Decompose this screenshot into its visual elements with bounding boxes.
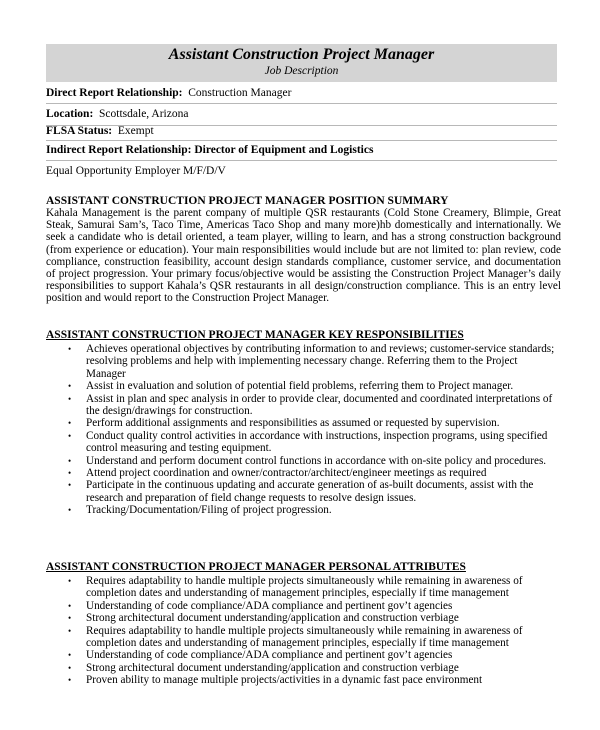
list-item: • Conduct quality control activities in accordance with instructions, inspection programs, using specified control measuring and testing equipment.	[68, 429, 548, 455]
list-item: • Proven ability to manage multiple projects/activities in a dynamic fast pace environment	[68, 674, 483, 687]
list-item: • Perform additional assignments and responsibilities as assumed or requested by supervision.	[68, 417, 500, 430]
bullet-icon: •	[68, 613, 72, 624]
page-subtitle: Job Description	[264, 65, 339, 77]
list-item: • Understanding of code compliance/ADA compliance and pertinent gov’t agencies	[68, 599, 453, 612]
bullet-icon: •	[68, 480, 72, 491]
field-value: Director of Equipment and Logistics	[194, 144, 374, 156]
bullet-icon: •	[68, 675, 72, 686]
bullet-icon: •	[68, 430, 72, 441]
divider	[46, 160, 557, 161]
bullet-icon: •	[68, 393, 72, 404]
list-item: • Requires adaptability to handle multiple projects simultaneously while remaining in awareness of completion dates and understanding of management principles, especially if time management	[68, 624, 523, 650]
list-item: • Understanding of code compliance/ADA compliance and pertinent gov’t agencies	[68, 649, 453, 662]
list-item: • Understand and perform document control functions in accordance with on-site policy and procedures.	[68, 454, 547, 467]
header-banner	[46, 44, 557, 82]
field-label: Location:	[46, 108, 94, 120]
list-item: • Requires adaptability to handle multiple projects simultaneously while remaining in awareness of completion dates and understanding of management principles, especially if time management	[68, 575, 523, 600]
field-value: Construction Manager	[188, 87, 292, 99]
bullet-icon: •	[68, 600, 72, 611]
list-item: • Achieves operational objectives by contributing information to and reviews; customer-service standards; resolving problems and help with implementing necessary change. Referring them to the Project Manager	[68, 343, 555, 380]
field-label: FLSA Status:	[46, 125, 113, 137]
summary-paragraph: Kahala Management is the parent company of multiple QSR restaurants (Cold Stone Creamery, Blimpie, Great Steak, Samurai Sam’s, Taco Time, Americas Taco Shop and many more)hb domestically and internationally. We seek a candidate who is detail oriented, a team player, willing to learn, and has a strong construction background (from experience or education). Your main responsibilities would include but are not limited to: plan review, code compliance, construction feasibility, account design standards compliance, customer service, and documentation of project progression. Your primary focus/objective would be assisting the Construction Project Manager’s daily responsibilities to support Kahala’s QSR restaurants in all design/construction compliance. This is an entry level position and would report to the Construction Project Manager.	[46, 207, 561, 305]
bullet-icon: •	[68, 344, 72, 354]
summary-heading: ASSISTANT CONSTRUCTION PROJECT MANAGER POSITION SUMMARY	[46, 195, 449, 207]
field-label: Indirect Report Relationship:	[46, 144, 192, 156]
field-direct-report	[46, 83, 557, 103]
field-value: Scottsdale, Arizona	[99, 108, 189, 120]
bullet-icon: •	[68, 381, 72, 392]
bullet-icon: •	[68, 505, 72, 516]
list-item: • Assist in plan and spec analysis in order to provide clear, documented and coordinated interpretations of the design/drawings for construction.	[68, 392, 553, 418]
equal-opportunity-statement: Equal Opportunity Employer M/F/D/V	[46, 165, 226, 177]
list-item: • Participate in the continuous updating and accurate generation of as-built documents, assist with the research and preparation of field change requests to resolve design issues.	[68, 479, 534, 504]
list-item: • Tracking/Documentation/Filing of project progression.	[68, 504, 332, 517]
bullet-icon: •	[68, 455, 72, 466]
list-item: • Strong architectural document understanding/application and construction verbiage	[68, 661, 459, 674]
attributes-heading: ASSISTANT CONSTRUCTION PROJECT MANAGER PERSONAL ATTRIBUTES	[46, 561, 466, 573]
bullet-icon: •	[68, 418, 72, 429]
list-item: • Strong architectural document understanding/application and construction verbiage	[68, 612, 459, 625]
field-indirect-report	[46, 140, 557, 160]
list-item: • Assist in evaluation and solution of potential field problems, referring them to Project manager.	[68, 380, 514, 393]
bullet-icon: •	[68, 576, 72, 586]
bullet-icon: •	[68, 650, 72, 661]
field-flsa-status	[46, 121, 557, 141]
responsibilities-heading: ASSISTANT CONSTRUCTION PROJECT MANAGER KEY RESPONSIBILITIES	[46, 329, 464, 341]
attributes-list	[46, 575, 558, 687]
bullet-icon: •	[68, 625, 72, 636]
bullet-icon: •	[68, 662, 72, 673]
responsibilities-list	[46, 343, 558, 517]
list-item: • Attend project coordination and owner/contractor/architect/engineer meetings as required	[68, 467, 487, 480]
field-value: Exempt	[117, 125, 154, 137]
field-label: Direct Report Relationship:	[46, 87, 183, 99]
bullet-icon: •	[68, 468, 72, 479]
page-title: Assistant Construction Project Manager	[168, 46, 435, 63]
